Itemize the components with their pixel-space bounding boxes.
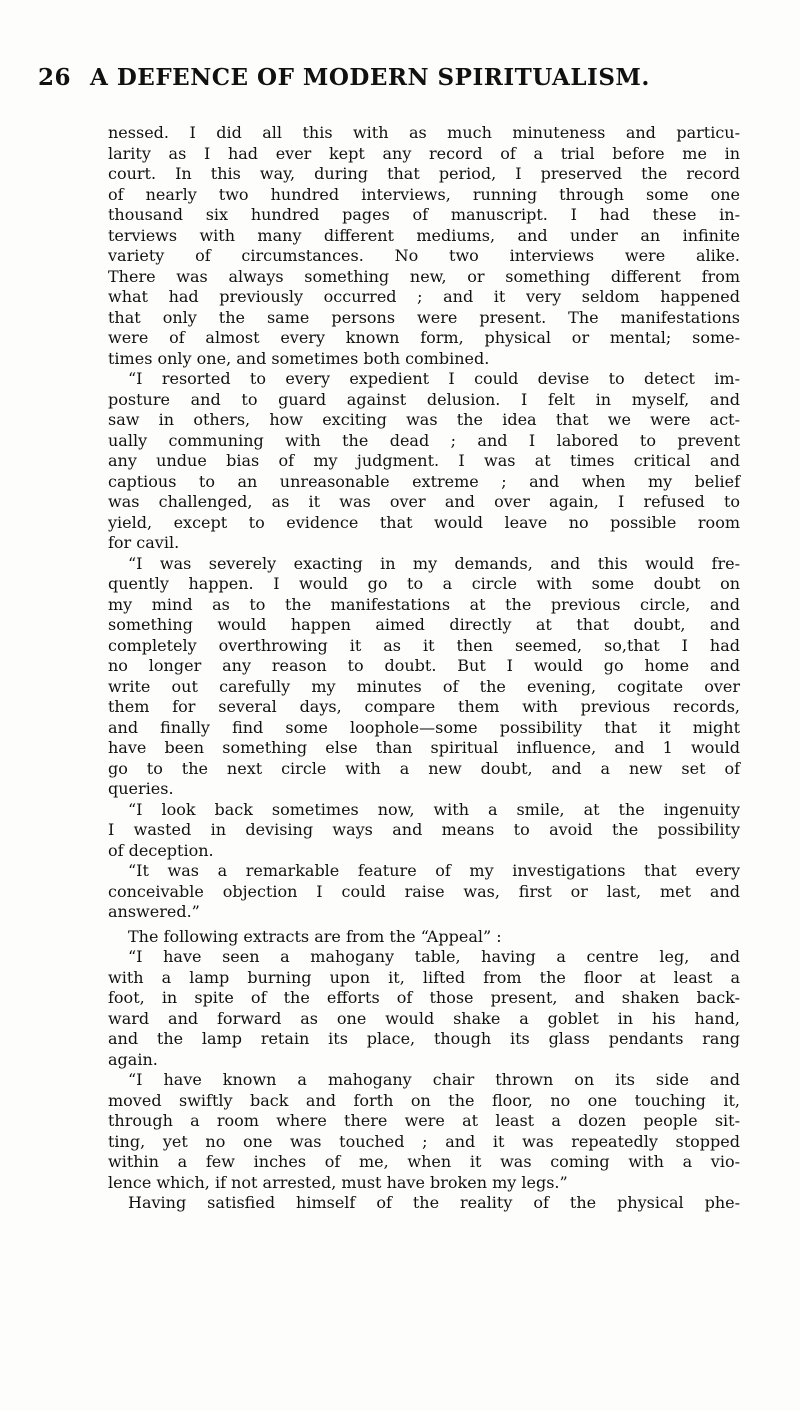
text-line: go to the next circle with a new doubt, and a new set of <box>108 758 740 778</box>
text-line: and finally find some loophole—some possibility that it might <box>108 717 740 737</box>
text-line: The following extracts are from the “Appeal” : <box>128 926 502 946</box>
text-line: through a room where there were at least a dozen people sit- <box>108 1111 740 1130</box>
text-line: again. <box>108 1049 158 1069</box>
text-line: for cavil. <box>108 533 180 552</box>
text-line: was challenged, as it was over and over again, I refused to <box>108 492 740 511</box>
body-text <box>108 123 740 1214</box>
text-line: lence which, if not arrested, must have broken my legs.” <box>108 1172 568 1192</box>
text-line: have been something else than spiritual influence, and 1 would <box>108 738 740 757</box>
text-line: terviews with many different mediums, and under an infinite <box>108 225 740 245</box>
text-line: write out carefully my minutes of the evening, cogitate over <box>108 676 740 696</box>
text-line: with a lamp burning upon it, lifted from the floor at least a <box>108 967 740 987</box>
text-line: “I have seen a mahogany table, having a centre leg, and <box>128 947 740 966</box>
text-line: “I have known a mahogany chair thrown on its side and <box>128 1070 740 1089</box>
text-line: court. In this way, during that period, I preserved the record <box>108 164 740 183</box>
text-line: I wasted in devising ways and means to avoid the possibility <box>108 820 740 839</box>
text-line: “I look back sometimes now, with a smile, at the ingenuity <box>128 799 740 819</box>
text-line: posture and to guard against delusion. I felt in myself, and <box>108 389 740 409</box>
text-line: There was always something new, or something different from <box>108 266 740 286</box>
text-line: any undue bias of my judgment. I was at times critical and <box>108 451 740 470</box>
text-line: times only one, and sometimes both combined. <box>108 348 490 368</box>
text-line: ting, yet no one was touched ; and it was repeatedly stopped <box>108 1131 740 1151</box>
text-line: something would happen aimed directly at that doubt, and <box>108 615 740 634</box>
text-line: quently happen. I would go to a circle with some doubt on <box>108 574 740 593</box>
text-line: thousand six hundred pages of manuscript. I had these in- <box>108 205 740 224</box>
text-line: answered.” <box>108 902 200 921</box>
text-line: ward and forward as one would shake a goblet in his hand, <box>108 1008 740 1028</box>
text-line: conceivable objection I could raise was, first or last, met and <box>108 881 740 901</box>
text-line: ually communing with the dead ; and I labored to prevent <box>108 430 740 450</box>
text-line: and the lamp retain its place, though its glass pendants rang <box>108 1029 740 1048</box>
text-line: of deception. <box>108 840 214 860</box>
text-line: within a few inches of me, when it was coming with a vio- <box>108 1152 740 1171</box>
running-head <box>38 64 758 108</box>
text-line: saw in others, how exciting was the idea that we were act- <box>108 410 740 429</box>
text-line: were of almost every known form, physical or mental; some- <box>108 328 740 347</box>
text-line: nessed. I did all this with as much minuteness and particu- <box>108 123 740 142</box>
text-line: “It was a remarkable feature of my investigations that every <box>128 861 740 880</box>
text-line: that only the same persons were present. The manifestations <box>108 307 740 327</box>
running-title: A DEFENCE OF MODERN SPIRITUALISM. <box>90 64 650 91</box>
text-line: yield, except to evidence that would leave no possible room <box>108 512 740 532</box>
text-line: foot, in spite of the efforts of those present, and shaken back- <box>108 988 740 1007</box>
text-line: queries. <box>108 779 174 798</box>
text-line: Having satisfied himself of the reality of the physical phe- <box>128 1193 740 1212</box>
page-number: 26 <box>38 64 72 91</box>
text-line: captious to an unreasonable extreme ; and when my belief <box>108 471 740 491</box>
text-line: “I resorted to every expedient I could devise to detect im- <box>128 369 740 388</box>
text-line: variety of circumstances. No two interviews were alike. <box>108 246 740 265</box>
text-line: of nearly two hundred interviews, running through some one <box>108 184 740 204</box>
text-line: completely overthrowing it as it then seemed, so,that I had <box>108 635 740 655</box>
text-line: my mind as to the manifestations at the previous circle, and <box>108 594 740 614</box>
text-line: “I was severely exacting in my demands, and this would fre- <box>128 553 740 573</box>
text-line: no longer any reason to doubt. But I would go home and <box>108 656 740 675</box>
text-line: what had previously occurred ; and it very seldom happened <box>108 287 740 306</box>
text-line: moved swiftly back and forth on the floor, no one touching it, <box>108 1090 740 1110</box>
text-line: larity as I had ever kept any record of a trial before me in <box>108 143 740 163</box>
text-line: them for several days, compare them with previous records, <box>108 697 740 716</box>
